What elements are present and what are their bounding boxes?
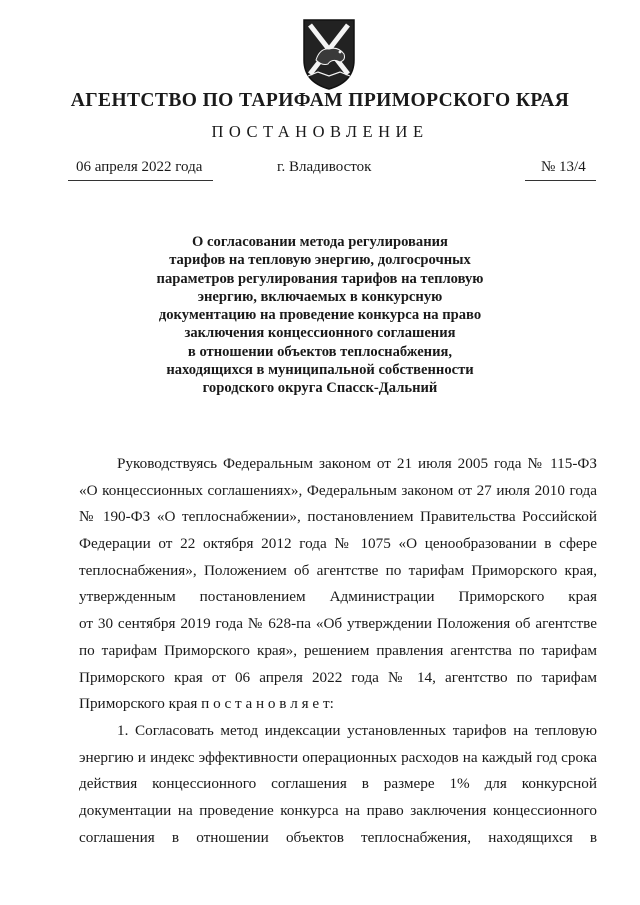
title-line: энергию, включаемых в конкурсную bbox=[197, 288, 443, 305]
body-line: действия концессионного соглашения в размере 1% для конкурсной bbox=[79, 775, 597, 793]
document-date: 06 апреля 2022 года bbox=[76, 159, 203, 175]
title-line: городского округа Спасск-Дальний bbox=[202, 380, 438, 397]
document-title bbox=[120, 233, 520, 398]
body-line: от 30 сентября 2019 года № 628-па «Об утверждении Положения об агентстве bbox=[79, 615, 597, 633]
date-underline bbox=[68, 180, 213, 181]
title-line: документацию на проведение конкурса на право bbox=[158, 307, 482, 324]
title-line: находящихся в муниципальной собственности bbox=[166, 362, 474, 379]
body-line: теплоснабжения», Положением об агентстве по тарифам Приморского края, bbox=[79, 561, 597, 579]
body-line: Приморского края п о с т а н о в л я е т: bbox=[79, 695, 334, 713]
title-line: О согласовании метода регулирования bbox=[192, 234, 448, 250]
body-line: Федерации от 22 октября 2012 года № 1075 «О ценообразовании в сфере bbox=[79, 535, 597, 553]
body-line: Приморского края от 06 апреля 2022 года № 14, агентство по тарифам bbox=[79, 668, 597, 686]
body-line: «О концессионных соглашениях», Федеральным законом от 27 июля 2010 года bbox=[79, 481, 597, 499]
title-line: тарифов на тепловую энергию, долгосрочных bbox=[169, 252, 471, 269]
title-line: заключения концессионного соглашения bbox=[184, 325, 456, 342]
title-line: параметров регулирования тарифов на тепловую bbox=[156, 270, 484, 287]
document-number: № 13/4 bbox=[541, 159, 586, 175]
number-underline bbox=[525, 180, 596, 181]
body-line: по тарифам Приморского края», решением правления агентства по тарифам bbox=[79, 641, 597, 659]
body-line: № 190-ФЗ «О теплоснабжении», постановлением Правительства Российской bbox=[79, 508, 597, 526]
title-line: в отношении объектов теплоснабжения, bbox=[187, 343, 453, 360]
body-line: энергию и индекс эффективности операционных расходов на каждый год срока bbox=[79, 748, 597, 766]
primorsky-krai-coat-of-arms-icon bbox=[298, 16, 360, 92]
document-body bbox=[79, 451, 597, 851]
agency-name: АГЕНТСТВО ПО ТАРИФАМ ПРИМОРСКОГО КРАЯ bbox=[70, 90, 570, 111]
body-line: документации на проведение конкурса на право заключения концессионного bbox=[79, 801, 597, 819]
body-line: соглашения в отношении объектов теплоснабжения, находящихся в bbox=[79, 828, 597, 846]
body-line: 1. Согласовать метод индексации установленных тарифов на тепловую bbox=[117, 721, 597, 739]
body-line: утвержденным постановлением Администрации Приморского края bbox=[79, 588, 597, 606]
body-line: Руководствуясь Федеральным законом от 21 июля 2005 года № 115-ФЗ bbox=[117, 455, 597, 472]
document-city: г. Владивосток bbox=[277, 159, 372, 175]
document-type: ПОСТАНОВЛЕНИЕ bbox=[211, 122, 429, 141]
